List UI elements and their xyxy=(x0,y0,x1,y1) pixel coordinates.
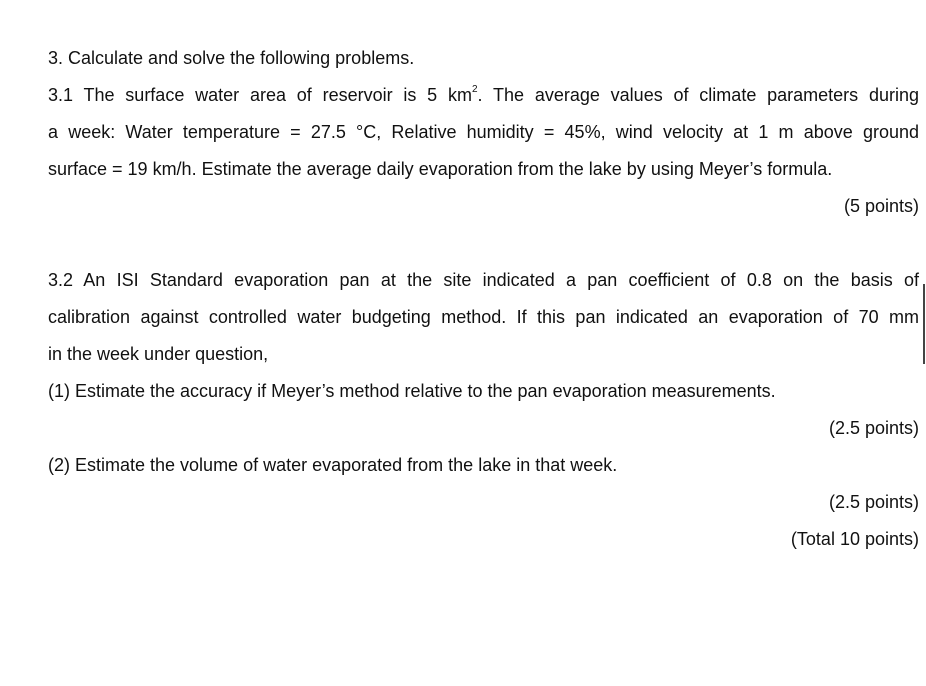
section-spacer xyxy=(48,225,919,262)
q32-part-2-points: (2.5 points) xyxy=(828,492,919,512)
q32-line-2: calibration against controlled water budgeting method. If this pan indicated an evaporation of 70 mm xyxy=(48,307,919,327)
q31-line-2: a week: Water temperature = 27.5 °C, Relative humidity = 45%, wind velocity at 1 m above ground xyxy=(48,122,919,142)
q31-line-1-text: 3.1 The surface water area of reservoir is 5 km xyxy=(48,85,472,105)
q31-line-1 xyxy=(48,77,919,114)
q31-line-3: surface = 19 km/h. Estimate the average daily evaporation from the lake by using Meyer’s formula. xyxy=(48,159,833,179)
total-points: (Total 10 points) xyxy=(790,529,919,549)
q32-part-1: (1) Estimate the accuracy if Meyer’s method relative to the pan evaporation measurements. xyxy=(48,381,776,401)
problem-document xyxy=(48,40,919,558)
page-edge-scrollbar[interactable] xyxy=(923,284,925,364)
q31-points: (5 points) xyxy=(843,196,919,216)
problem-heading: 3. Calculate and solve the following problems. xyxy=(48,48,415,68)
km-squared-superscript: 2 xyxy=(471,84,478,95)
q32-part-2: (2) Estimate the volume of water evaporated from the lake in that week. xyxy=(48,455,618,475)
q31-line-1-rest: . The average values of climate parameters during xyxy=(477,85,919,105)
q32-part-1-points: (2.5 points) xyxy=(828,418,919,438)
q32-line-1: 3.2 An ISI Standard evaporation pan at the site indicated a pan coefficient of 0.8 on the basis of xyxy=(48,270,919,290)
q32-line-3: in the week under question, xyxy=(48,344,269,364)
